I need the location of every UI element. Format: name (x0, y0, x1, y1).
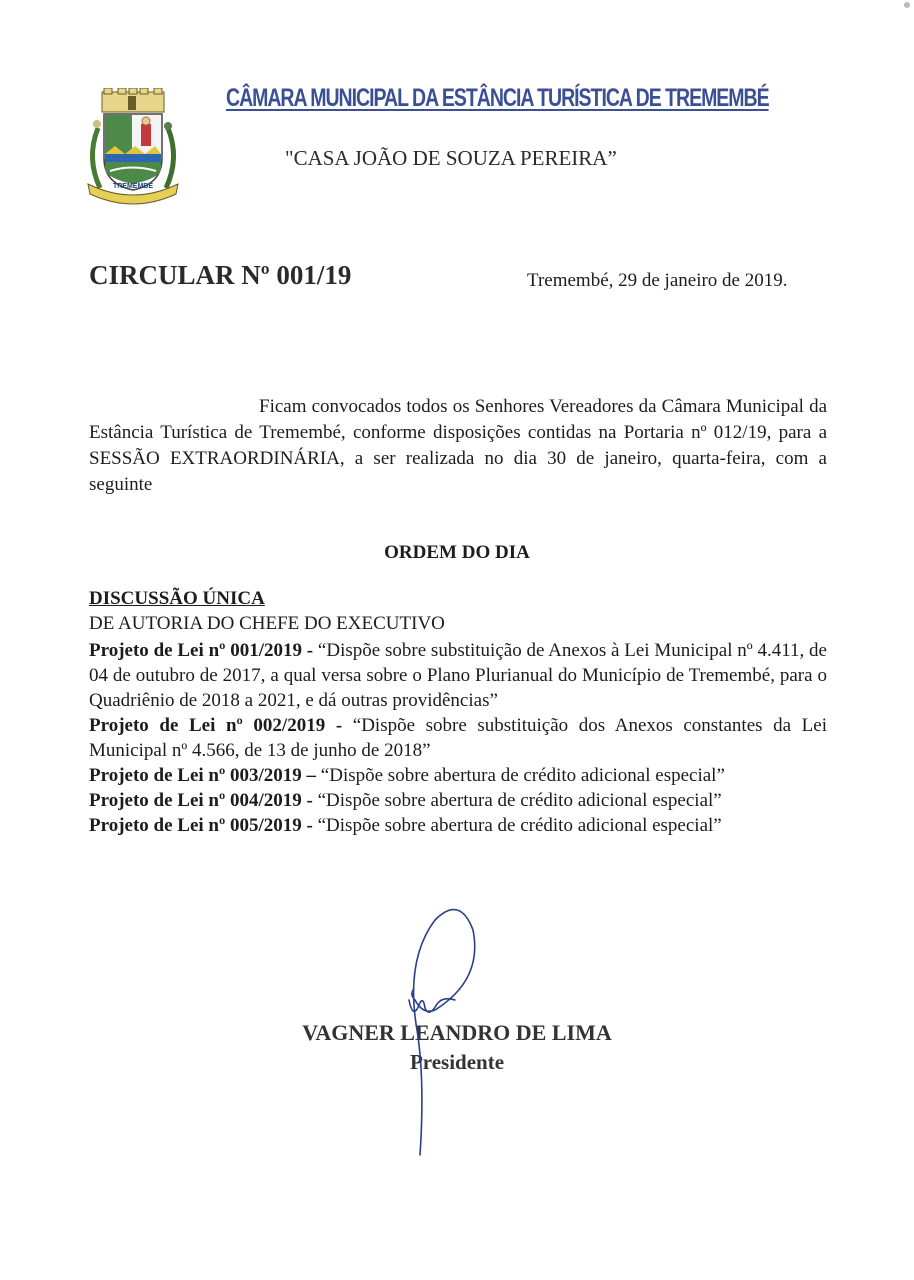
project-item (89, 763, 827, 788)
project-separator: - (301, 815, 318, 836)
agenda-heading (0, 542, 914, 564)
project-description: “Dispõe sobre substituição dos Anexos constantes da Lei Municipal nº 4.566, de 13 de junho de 2018” (89, 715, 827, 761)
crest-label: TREMEMBÉ (112, 183, 154, 190)
project-item (89, 713, 827, 763)
project-label: Projeto de Lei nº 002/2019 (89, 715, 326, 736)
project-description: “Dispõe sobre abertura de crédito adicional especial” (317, 815, 722, 836)
circular-title: CIRCULAR Nº 001/19 (89, 260, 352, 290)
project-label: Projeto de Lei nº 001/2019 (89, 640, 302, 661)
house-name: "CASA JOÃO DE SOUZA PEREIRA” (285, 146, 617, 170)
municipal-coat-of-arms-icon (80, 88, 185, 206)
agenda-heading-text: ORDEM DO DIA (384, 542, 530, 563)
project-label: Projeto de Lei nº 005/2019 (89, 815, 302, 836)
discussion-heading: DISCUSSÃO ÚNICA (89, 588, 265, 609)
convocation-paragraph (89, 394, 827, 498)
project-description: “Dispõe sobre abertura de crédito adicional especial” (317, 790, 722, 811)
project-separator: - (325, 715, 353, 736)
project-list (89, 638, 827, 838)
project-item (89, 788, 827, 813)
project-separator: - (301, 640, 318, 661)
project-description: “Dispõe sobre substituição de Anexos à Lei Municipal nº 4.411, de 04 de outubro de 2017, a qual versa sobre o Plano Plurianual do Município de Tremembé, para o Quadriênio de 2018 a 2021, e dá outras providências” (89, 640, 827, 711)
project-item (89, 638, 827, 713)
signer-name: VAGNER LEANDRO DE LIMA (302, 1020, 612, 1045)
project-separator: – (301, 765, 321, 786)
project-item (89, 813, 827, 838)
circular-date: Tremembé, 29 de janeiro de 2019. (527, 270, 788, 291)
handwritten-signature-icon (395, 900, 515, 1160)
project-label: Projeto de Lei nº 004/2019 (89, 790, 302, 811)
project-separator: - (301, 790, 318, 811)
project-description: “Dispõe sobre abertura de crédito adicional especial” (320, 765, 725, 786)
project-label: Projeto de Lei nº 003/2019 (89, 765, 302, 786)
convocation-text: Ficam convocados todos os Senhores Vereadores da Câmara Municipal da Estância Turística de Tremembé, conforme disposições contidas na Portaria nº 012/19, para a SESSÃO EXTRAORDINÁRIA, a ser realizada no dia 30 de janeiro, quarta-feira, com a seguinte (89, 396, 827, 495)
authorship-line: DE AUTORIA DO CHEFE DO EXECUTIVO (89, 613, 445, 634)
signer-role: Presidente (409, 1050, 505, 1074)
organization-name: CÂMARA MUNICIPAL DA ESTÂNCIA TURÍSTICA DE TREMEMBÉ (226, 84, 769, 112)
scan-artifact (904, 2, 910, 8)
